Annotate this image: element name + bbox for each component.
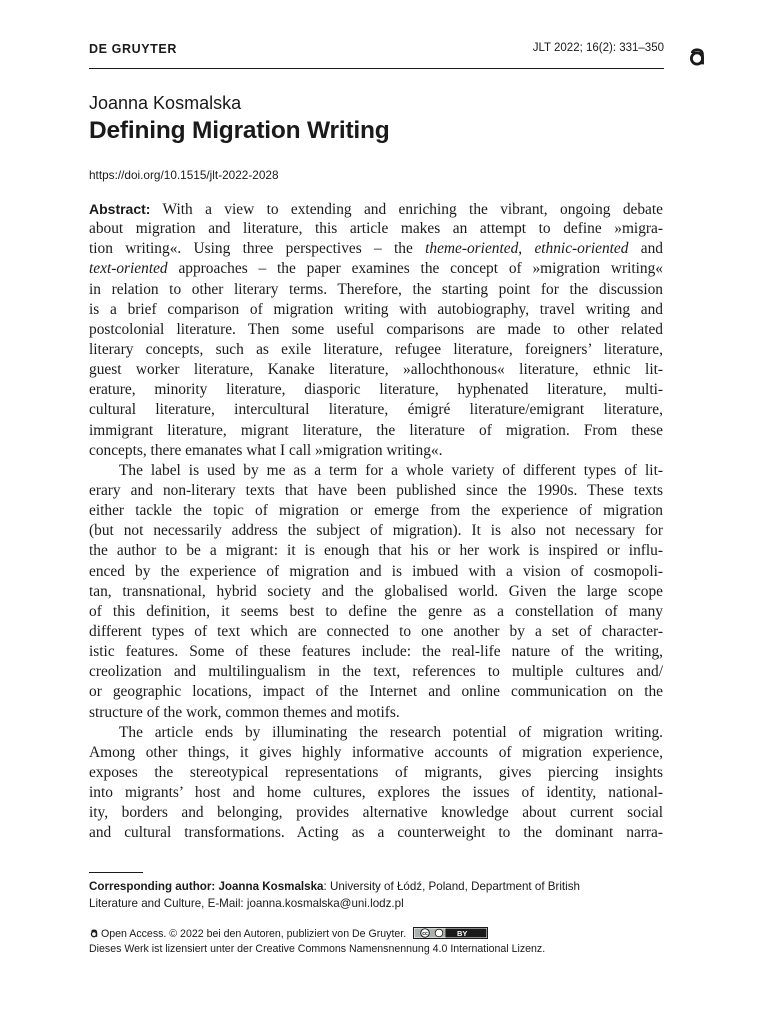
paragraph-line: of this definition, it seems best to define the genre as a constellation of many <box>89 602 663 620</box>
abstract-body <box>89 199 663 844</box>
paragraph-line: the author to be a migrant: it is enough that his or her work is inspired or influ- <box>89 542 663 560</box>
abstract-text-segment: With a view to extending and enriching the vibrant, ongoing debate <box>150 201 663 218</box>
abstract-line <box>89 400 663 420</box>
cc-badge-label: BY <box>457 929 468 938</box>
abstract-line <box>89 380 663 400</box>
paragraph-line: and cultural transformations. Acting as a counterweight to the dominant narra- <box>89 824 663 842</box>
paragraph-line: ity, borders and belonging, provides alternative knowledge about current social <box>89 804 663 822</box>
cc-by-license-icon[interactable] <box>413 927 488 939</box>
doi-link[interactable]: https://doi.org/10.1515/jlt-2022-2028 <box>89 168 279 182</box>
emphasis-term: text-oriented <box>89 260 168 278</box>
paragraph-line: or geographic locations, impact of the Internet and online communication on the <box>89 683 663 701</box>
emphasis-term: ethnic-oriented <box>534 240 629 258</box>
body-paragraph-3 <box>89 723 663 844</box>
paragraph-line: The label is used by me as a term for a whole variety of different types of lit- <box>119 461 663 479</box>
footnote-affiliation: : University of Łódź, Poland, Department of British <box>323 880 580 893</box>
abstract-text-segment: is a brief comparison of migration writing with autobiography, travel writing and <box>89 300 663 318</box>
abstract-text-segment: concepts, there emanates what I call »migration writing«. <box>89 441 443 459</box>
paragraph-line: The article ends by illuminating the research potential of migration writing. <box>119 723 663 741</box>
footnote-divider <box>89 872 143 873</box>
abstract-line <box>89 219 663 239</box>
emphasis-term: theme-oriented <box>425 240 519 258</box>
open-access-icon <box>686 45 708 67</box>
abstract-text-segment: guest worker literature, Kanake literature, »allochthonous« literature, ethnic lit- <box>89 361 663 379</box>
abstract-text-segment: and <box>628 240 663 258</box>
abstract-line <box>89 320 663 340</box>
paragraph-line: either tackle the topic of migration or emerge from the experience of migration <box>89 502 663 520</box>
abstract-text-segment: tion writing«. Using three perspectives – the <box>89 240 426 258</box>
paragraph-line: exposes the stereotypical representations of migrants, gives piercing insights <box>89 763 663 781</box>
abstract-text-segment: immigrant literature, migrant literature, the literature of migration. From these <box>89 421 663 439</box>
paragraph-line: different types of text which are connected to one another by a set of character- <box>89 622 663 640</box>
abstract-text-segment: erature, minority literature, diasporic literature, hyphenated literature, multi- <box>89 381 663 399</box>
abstract-line <box>89 441 663 461</box>
paragraph-line: istic features. Some of these features include: the real-life nature of the writing, <box>89 643 663 661</box>
abstract-line <box>89 300 663 320</box>
abstract-paragraph <box>89 199 663 461</box>
abstract-line <box>89 239 663 259</box>
paragraph-line: erary and non-literary texts that have been published since the 1990s. These texts <box>89 481 663 499</box>
publisher-name: DE GRUYTER <box>89 42 177 56</box>
license-line-1: Open Access. © 2022 bei den Autoren, publiziert von De Gruyter. <box>101 928 407 940</box>
open-access-small-icon <box>89 928 99 938</box>
abstract-line <box>89 360 663 380</box>
paragraph-line: structure of the work, common themes and motifs. <box>89 703 400 721</box>
license-notice <box>89 927 669 956</box>
body-paragraph-2 <box>89 461 663 723</box>
paragraph-line: (but not necessarily address the subject of migration). It is also not necessary for <box>89 522 663 540</box>
paragraph-line: tan, transnational, hybrid society and the globalised world. Given the large scope <box>89 582 663 600</box>
abstract-text-segment: postcolonial literature. Then some useful comparisons are made to other related <box>89 320 663 338</box>
journal-reference: JLT 2022; 16(2): 331–350 <box>532 42 664 54</box>
abstract-text-segment: in relation to other literary terms. Therefore, the starting point for the discussion <box>89 280 663 298</box>
abstract-line <box>89 421 663 441</box>
paragraph-line: enced by the experience of migration and is imbued with a vision of cosmopoli- <box>89 562 663 580</box>
abstract-label: Abstract: <box>89 201 151 217</box>
license-line-2: Dieses Werk ist lizensiert unter der Creative Commons Namensnennung 4.0 International Lizenz. <box>89 942 546 955</box>
paragraph-line: creolization and multilingualism in the text, references to multiple cultures and/ <box>89 663 663 681</box>
abstract-text-segment: approaches – the paper examines the concept of »migration writing« <box>167 260 663 278</box>
abstract-text-segment: cultural literature, intercultural literature, émigré literature/emigrant literature, <box>89 401 663 419</box>
running-header <box>89 42 664 69</box>
paragraph-line: Among other things, it gives highly informative accounts of migration experience, <box>89 743 663 761</box>
svg-text:cc: cc <box>422 931 428 937</box>
paragraph-line: into migrants’ host and home cultures, explores the issues of identity, national- <box>89 784 663 802</box>
article-title: Defining Migration Writing <box>89 117 390 144</box>
abstract-text-segment: literary concepts, such as exile literature, refugee literature, foreigners’ literature, <box>89 340 663 358</box>
corresponding-author-footnote <box>89 878 669 912</box>
author-name: Joanna Kosmalska <box>89 93 242 113</box>
abstract-text-segment: about migration and literature, this article makes an attempt to define »migra- <box>89 220 663 238</box>
footnote-label: Corresponding author: Joanna Kosmalska <box>89 880 324 893</box>
abstract-text-segment: , <box>518 240 535 258</box>
abstract-line <box>89 340 663 360</box>
abstract-line <box>89 199 663 219</box>
abstract-line <box>89 280 663 300</box>
footnote-email-line: Literature and Culture, E-Mail: joanna.kosmalska@uni.lodz.pl <box>89 897 404 910</box>
abstract-line <box>89 259 663 279</box>
